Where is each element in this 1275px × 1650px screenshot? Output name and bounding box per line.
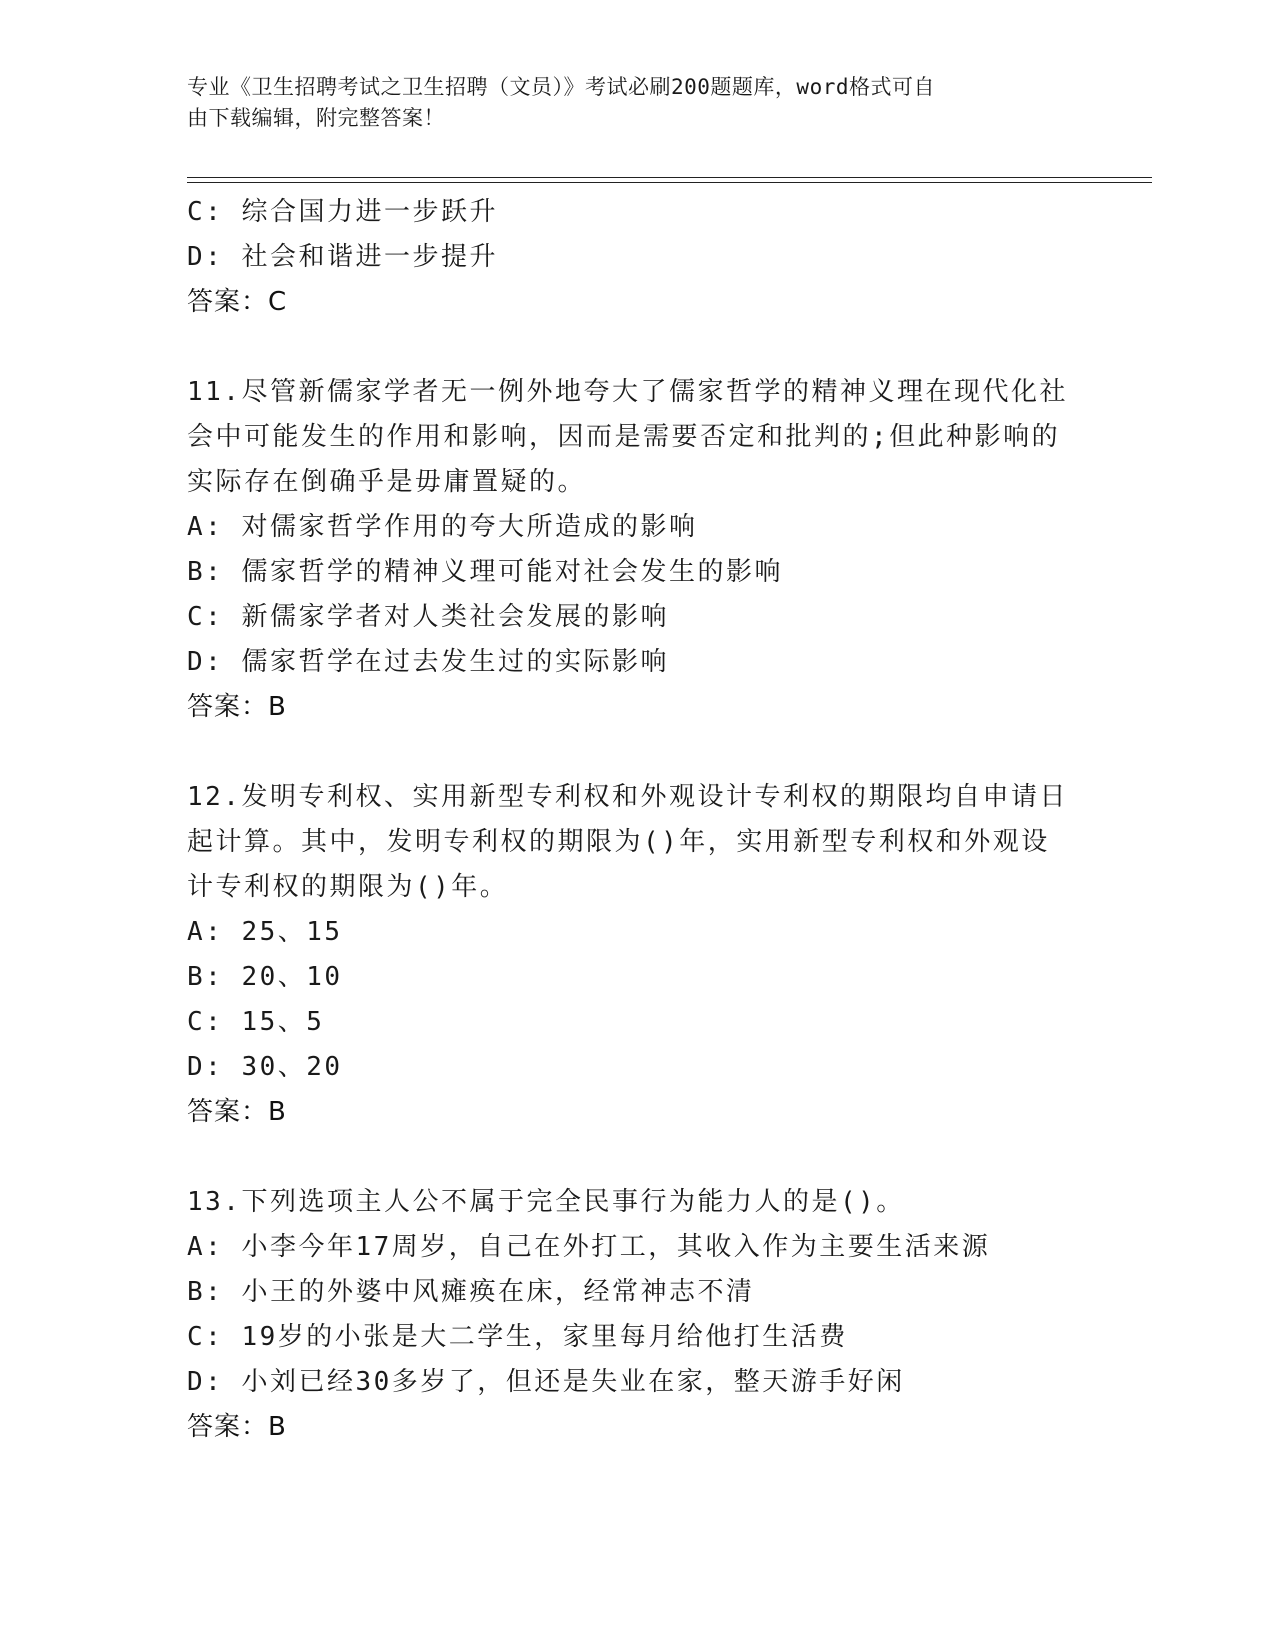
option-b: B: 小王的外婆中风瘫痪在床，经常神志不清 xyxy=(187,1277,755,1307)
option-d: D: 社会和谐进一步提升 xyxy=(187,242,498,272)
option-b: B: 20、10 xyxy=(187,962,343,992)
header-rule-top xyxy=(187,177,1152,178)
header-line-2: 由下载编辑，附完整答案！ xyxy=(187,106,445,130)
answer-line: 答案：C xyxy=(187,287,288,317)
option-a: A: 对儒家哲学作用的夸大所造成的影响 xyxy=(187,512,698,542)
answer-line: 答案：B xyxy=(187,1097,287,1127)
option-d: D: 30、20 xyxy=(187,1052,343,1082)
question-stem-line: 起计算。其中，发明专利权的期限为()年，实用新型专利权和外观设 xyxy=(187,827,1050,857)
option-a: A: 25、15 xyxy=(187,917,343,947)
question-stem-line: 会中可能发生的作用和影响，因而是需要否定和批判的;但此种影响的 xyxy=(187,422,1061,452)
question-stem-line: 实际存在倒确乎是毋庸置疑的。 xyxy=(187,467,587,497)
question-stem-line: 11.尽管新儒家学者无一例外地夸大了儒家哲学的精神义理在现代化社 xyxy=(187,377,1068,407)
option-d: D: 小刘已经30多岁了，但还是失业在家，整天游手好闲 xyxy=(187,1367,905,1397)
option-c: C: 新儒家学者对人类社会发展的影响 xyxy=(187,602,669,632)
option-c: C: 15、5 xyxy=(187,1007,325,1037)
option-d: D: 儒家哲学在过去发生过的实际影响 xyxy=(187,647,669,677)
question-stem-line: 12.发明专利权、实用新型专利权和外观设计专利权的期限均自申请日 xyxy=(187,782,1068,812)
answer-line: 答案：B xyxy=(187,692,287,722)
option-a: A: 小李今年17周岁，自己在外打工，其收入作为主要生活来源 xyxy=(187,1232,991,1262)
document-header xyxy=(187,72,1067,134)
option-c: C: 综合国力进一步跃升 xyxy=(187,197,498,227)
header-rule-bottom xyxy=(187,182,1152,183)
question-stem-line: 计专利权的期限为()年。 xyxy=(187,872,509,902)
option-b: B: 儒家哲学的精神义理可能对社会发生的影响 xyxy=(187,557,783,587)
question-13 xyxy=(187,1180,1087,1450)
question-fragment xyxy=(187,190,1087,325)
question-stem-line: 13.下列选项主人公不属于完全民事行为能力人的是()。 xyxy=(187,1187,905,1217)
option-c: C: 19岁的小张是大二学生，家里每月给他打生活费 xyxy=(187,1322,848,1352)
question-11 xyxy=(187,370,1087,730)
document-body xyxy=(187,190,1087,1450)
header-line-1: 专业《卫生招聘考试之卫生招聘（文员）》考试必刷200题题库，word格式可自 xyxy=(187,75,935,99)
question-12 xyxy=(187,775,1087,1135)
answer-line: 答案：B xyxy=(187,1412,287,1442)
